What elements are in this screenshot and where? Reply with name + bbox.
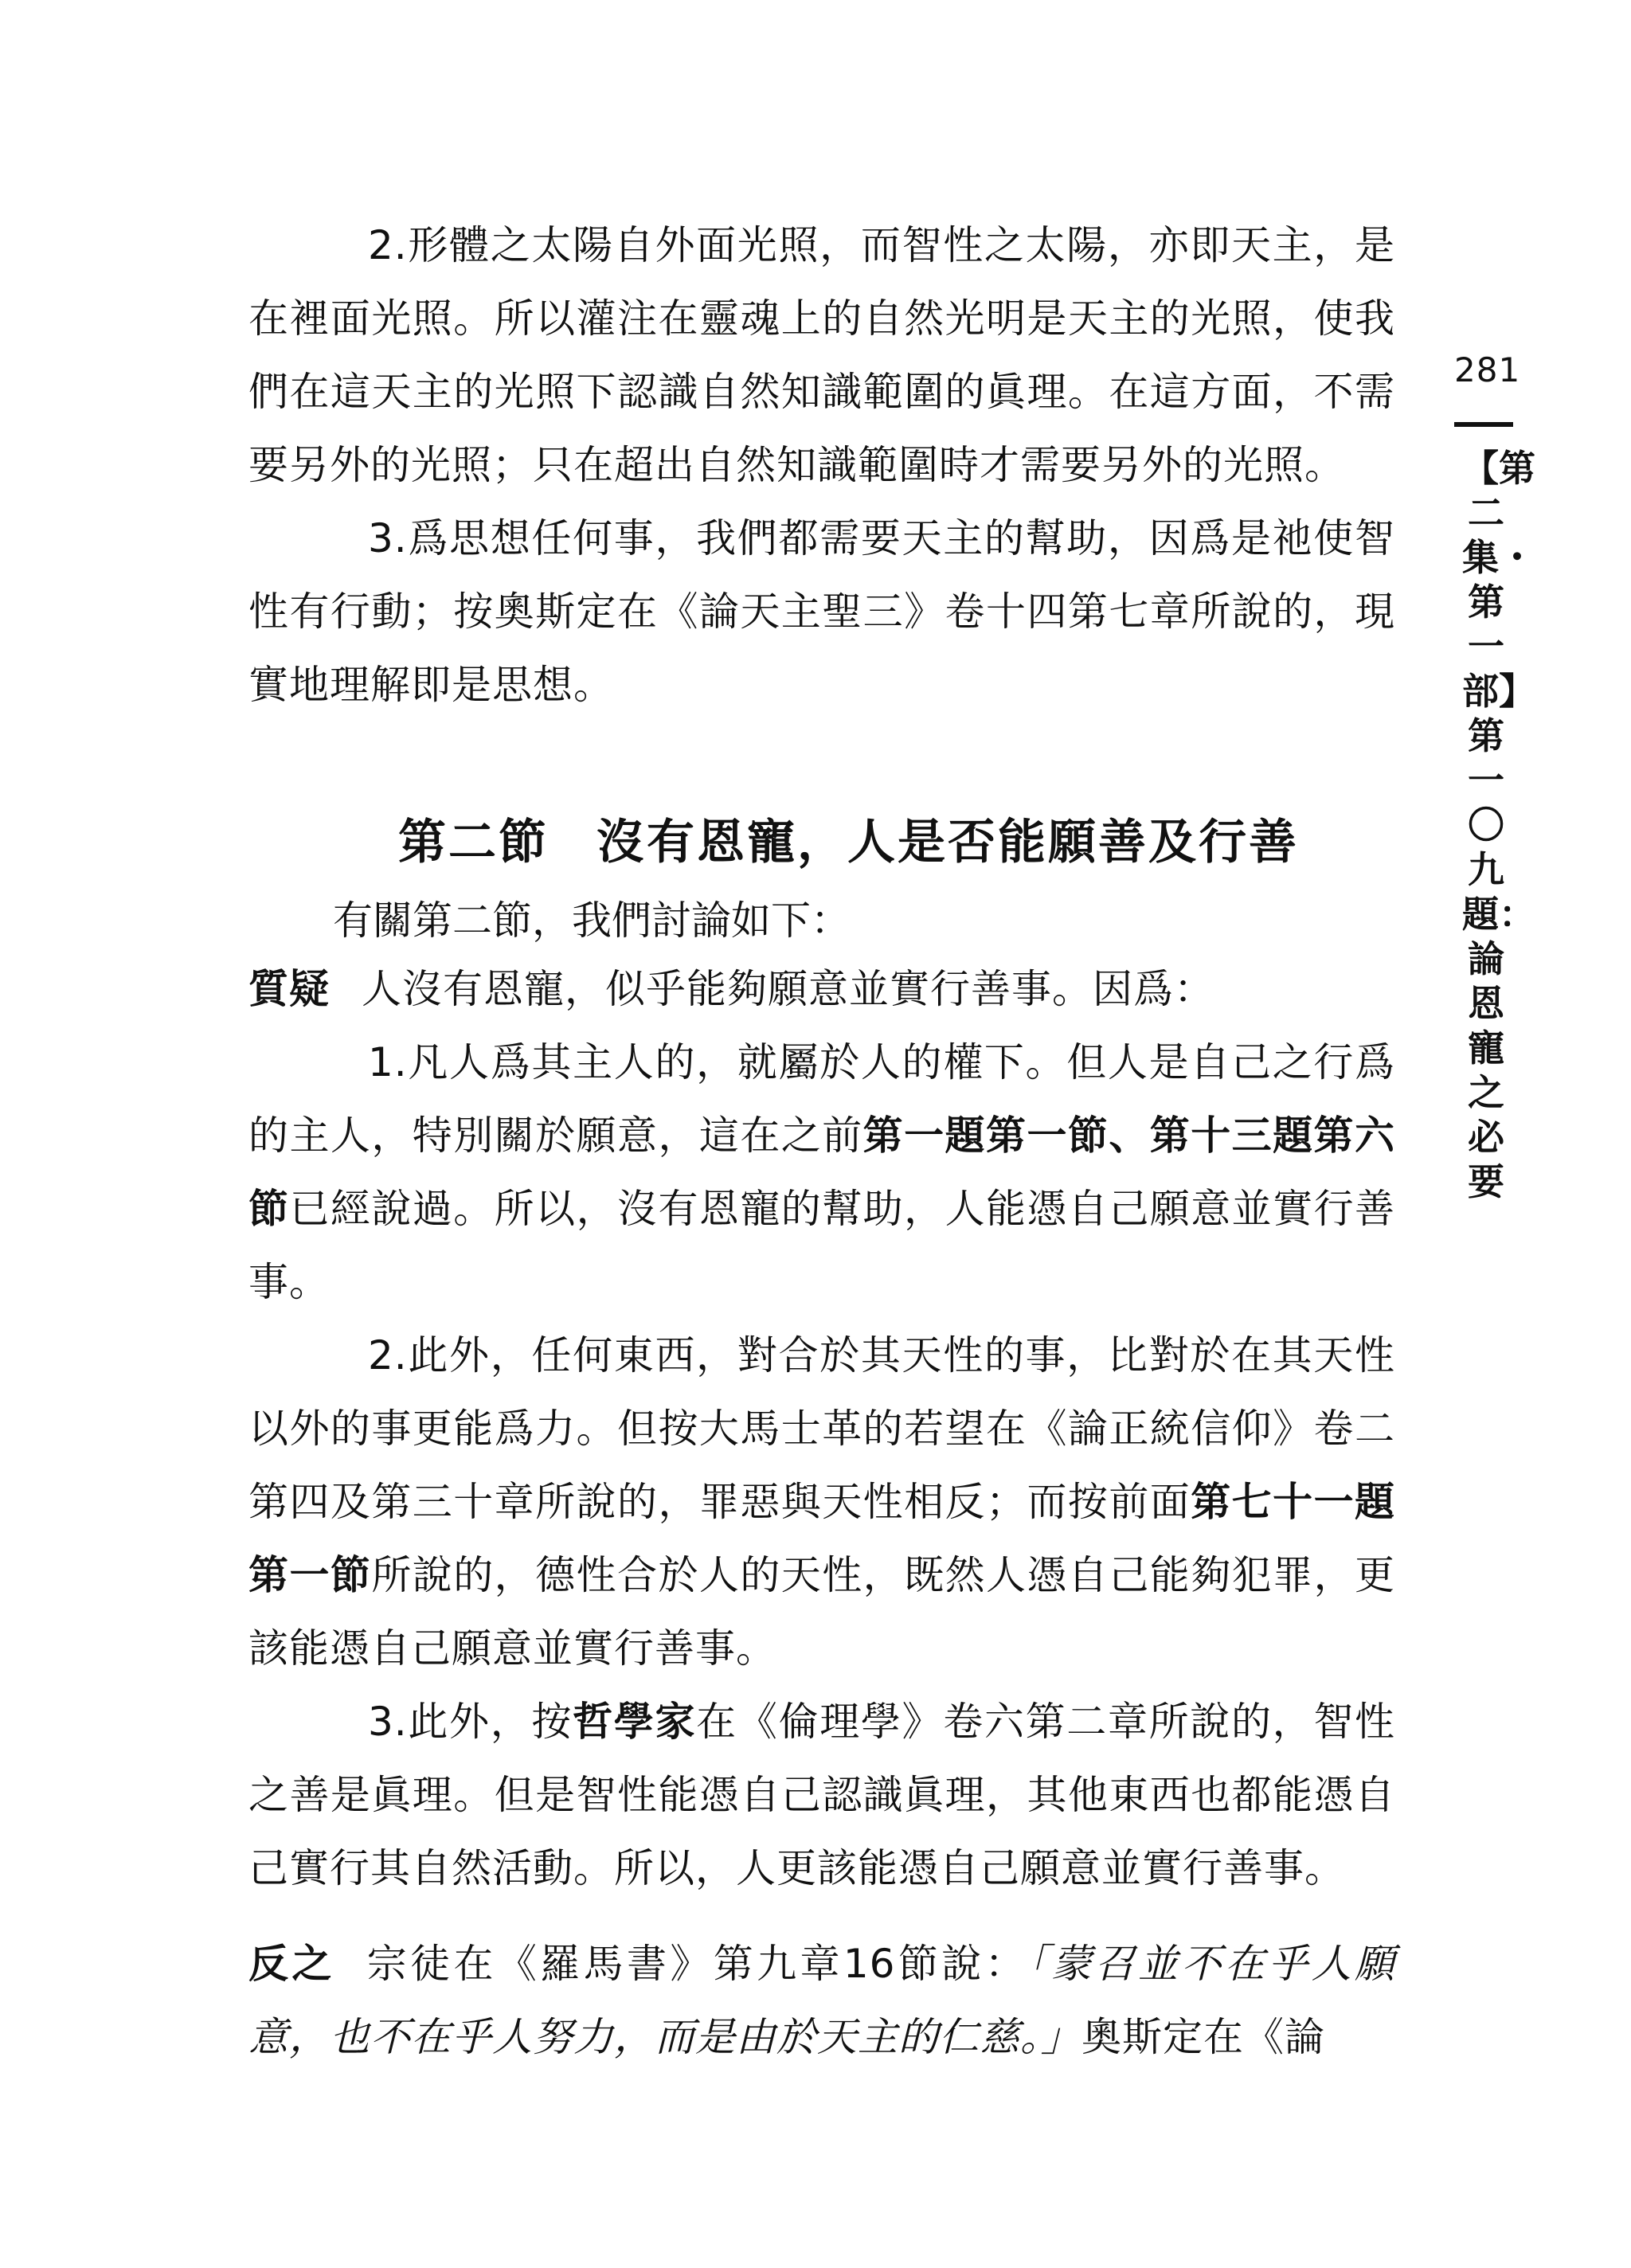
page-number: 281 <box>1454 350 1521 389</box>
objection-lead <box>248 952 1395 1026</box>
section-intro: 有關第二節，我們討論如下： <box>333 897 851 944</box>
objection-1-text-b: 已經說過。所以，沒有恩寵的幫助，人能憑自己願意並實行善事。 <box>248 1186 1396 1305</box>
contra-paragraph <box>248 1927 1395 2074</box>
running-head: 【第二集・第一部】第一〇九題：論恩寵之必要 <box>1462 447 1535 1203</box>
section-number: 第二節 <box>398 815 549 870</box>
objection-1-text-a: 1.凡人爲其主人的，就屬於人的權下。但人是自己之行爲的主人，特別關於願意，這在之前 <box>248 1039 1395 1159</box>
top-text-block <box>248 209 1395 721</box>
objection-2-text-b: 所說的，德性合於人的天性，既然人憑自己能夠犯罪，更該能憑自己願意並實行善事。 <box>248 1552 1396 1672</box>
contra-quote: 「蒙召並不在乎人願意，也不在乎人努力，而是由於天主的仁慈。」 <box>248 1941 1395 2060</box>
objection-2-reference: 第七十一題第一節 <box>248 1479 1396 1598</box>
objection-block <box>248 952 1395 1905</box>
paragraph-3: 3.爲思想任何事，我們都需要天主的幫助，因爲是祂使智性有行動；按奧斯定在《論天主聖三》卷十四第七章所說的，現實地理解即是思想。 <box>248 515 1395 708</box>
section-heading <box>398 804 1299 873</box>
contra-label: 反之 <box>248 1941 335 1987</box>
section-title-text: 沒有恩寵，人是否能願善及行善 <box>596 815 1299 870</box>
objection-2-text-a: 2.此外，任何東西，對合於其天性的事，比對於在其天性以外的事更能爲力。但按大馬士革的若望在《論正統信仰》卷二第四及第三十章所說的，罪惡與天性相反；而按前面 <box>248 1332 1395 1525</box>
objection-label: 質疑 <box>248 966 330 1012</box>
contra-block <box>248 1927 1395 2074</box>
objection-3 <box>248 1685 1395 1905</box>
page-number-rule <box>1454 422 1513 427</box>
objection-2 <box>248 1319 1395 1685</box>
objection-1-reference: 第一題第一節、第十三題第六節 <box>248 1112 1396 1232</box>
objection-1 <box>248 1026 1395 1319</box>
objection-3-text-a: 3.此外，按 <box>368 1699 573 1745</box>
objection-lead-text: 人沒有恩寵，似乎能夠願意並實行善事。因爲： <box>362 966 1214 1012</box>
objection-3-reference: 哲學家 <box>573 1699 697 1745</box>
contra-text-a: 宗徒在《羅馬書》第九章16節說： <box>366 1941 1028 1987</box>
contra-text-b: 奧斯定在《論 <box>1081 2014 1325 2060</box>
paragraph-2: 2.形體之太陽自外面光照，而智性之太陽，亦即天主，是在裡面光照。所以灌注在靈魂上的自然光明是天主的光照，使我們在這天主的光照下認識自然知識範圍的眞理。在這方面，不需要另外的光照；只在超出自然知識範圍時才需要另外的光照。 <box>248 222 1395 488</box>
objection-3-text-b: 在《倫理學》卷六第二章所說的，智性之善是眞理。但是智性能憑自己認識眞理，其他東西也都能憑自己實行其自然活動。所以，人更該能憑自己願意並實行善事。 <box>248 1699 1396 1891</box>
